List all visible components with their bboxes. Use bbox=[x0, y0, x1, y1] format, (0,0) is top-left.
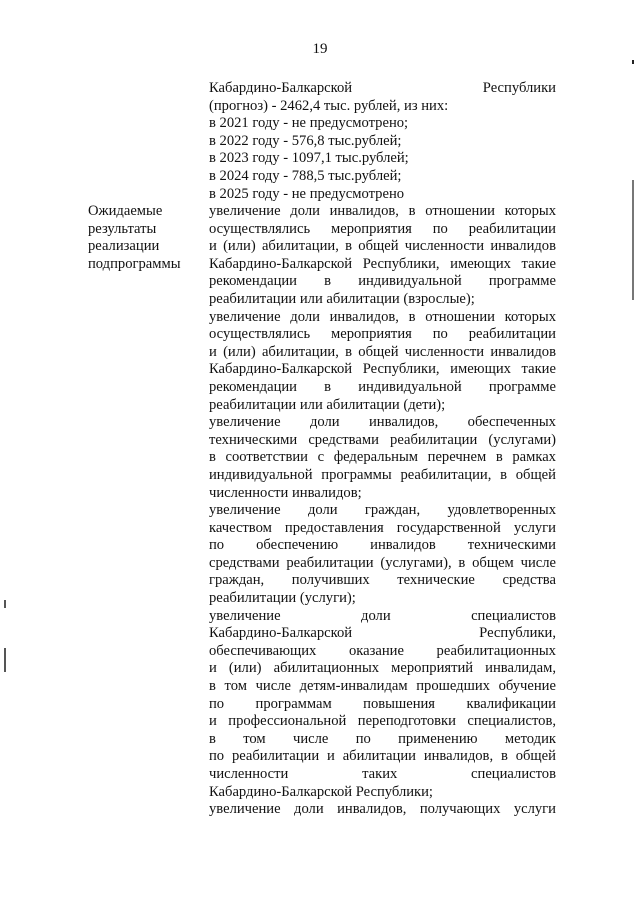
word: в 2024 году - 788,5 тыс.рублей; bbox=[209, 167, 402, 184]
word: техническими bbox=[209, 431, 298, 448]
scan-edge-mark bbox=[632, 60, 634, 64]
word: в bbox=[209, 730, 216, 747]
word: общей bbox=[358, 238, 399, 255]
word: средства bbox=[502, 572, 556, 589]
word: Кабардино-Балкарской bbox=[209, 625, 353, 642]
word: в bbox=[209, 678, 216, 695]
word: увеличение bbox=[209, 203, 281, 219]
word: таких bbox=[362, 766, 398, 782]
word: Республики, bbox=[362, 361, 440, 378]
word: общем bbox=[472, 554, 514, 571]
word: услуги bbox=[513, 801, 556, 818]
results-line bbox=[209, 203, 556, 221]
word: рекомендации bbox=[209, 378, 297, 395]
section-label-line: результаты bbox=[88, 220, 157, 237]
results-line bbox=[209, 696, 556, 714]
word: в bbox=[209, 449, 216, 466]
word: получающих bbox=[419, 801, 501, 818]
word: увеличение bbox=[209, 502, 281, 519]
word: средствами bbox=[209, 554, 280, 571]
word: Кабардино-Балкарской bbox=[209, 361, 353, 378]
word: индивидуальной bbox=[358, 378, 462, 395]
scan-edge-mark bbox=[4, 648, 6, 672]
word: Республики, bbox=[362, 255, 440, 272]
word: программе bbox=[488, 378, 556, 395]
word: специалистов bbox=[471, 766, 556, 782]
word: реабилитации bbox=[231, 748, 320, 765]
section-label-line: подпрограммы bbox=[88, 255, 181, 272]
word: инвалидов bbox=[490, 343, 556, 360]
word: увеличение bbox=[209, 414, 281, 431]
word: реабилитации или абилитации (взрослые); bbox=[209, 290, 475, 307]
word: реабилитации bbox=[468, 326, 556, 343]
funding-line bbox=[209, 150, 556, 168]
section-label bbox=[88, 203, 206, 273]
word: абилитации bbox=[342, 748, 416, 765]
word: в bbox=[345, 343, 353, 360]
word: специалистов, bbox=[467, 713, 556, 730]
word: инвалидов, bbox=[329, 308, 399, 325]
results-line bbox=[209, 273, 556, 291]
word: (или) bbox=[228, 660, 262, 677]
word: общей bbox=[358, 343, 399, 360]
results-line bbox=[209, 643, 556, 661]
results-line bbox=[209, 555, 556, 573]
results-line bbox=[209, 625, 556, 643]
results-line bbox=[209, 432, 556, 450]
word: которых bbox=[504, 308, 556, 325]
word: (услугами), bbox=[380, 554, 452, 571]
word: по bbox=[209, 537, 225, 554]
word: доли bbox=[309, 414, 340, 431]
word: осуществлялись bbox=[209, 326, 311, 343]
word: обеспечивающих bbox=[209, 642, 317, 659]
word: в bbox=[324, 273, 332, 290]
word: квалификации bbox=[466, 695, 556, 712]
word: доли bbox=[290, 308, 320, 325]
word: соответствии bbox=[225, 449, 308, 466]
results-line bbox=[209, 608, 556, 626]
section-label-line: реализации bbox=[88, 238, 160, 255]
word: программам bbox=[255, 695, 332, 712]
word: мероприятия bbox=[331, 326, 412, 343]
word: численности bbox=[404, 238, 485, 255]
results-line bbox=[209, 660, 556, 678]
word: оказание bbox=[348, 642, 404, 659]
word: рамках bbox=[512, 449, 556, 466]
word: предоставления bbox=[284, 519, 384, 536]
word: инвалидов, bbox=[423, 748, 494, 765]
results-line bbox=[209, 502, 556, 520]
word: (или) bbox=[223, 343, 256, 360]
word: реабилитационных bbox=[436, 642, 556, 659]
word: том bbox=[224, 678, 247, 695]
results-line bbox=[209, 379, 556, 397]
word: такие bbox=[521, 361, 556, 378]
word: рекомендации bbox=[209, 273, 297, 290]
word: перечнем bbox=[427, 449, 487, 466]
word: услуги bbox=[513, 519, 556, 536]
word: программе bbox=[488, 273, 556, 290]
results-line bbox=[209, 449, 556, 467]
word: с bbox=[317, 449, 325, 466]
word: в 2023 году - 1097,1 тыс.рублей; bbox=[209, 150, 409, 167]
word: доли bbox=[307, 502, 338, 519]
word: переподготовки bbox=[357, 713, 456, 730]
word: увеличение bbox=[209, 607, 281, 624]
word: абилитации, bbox=[261, 238, 339, 255]
results-line bbox=[209, 238, 556, 256]
results-line bbox=[209, 590, 556, 608]
word: удовлетворенных bbox=[447, 502, 556, 519]
results-line bbox=[209, 414, 556, 432]
word: численности bbox=[209, 766, 289, 782]
word: и bbox=[209, 660, 217, 677]
word: Республики bbox=[482, 80, 556, 96]
scan-edge-mark bbox=[632, 180, 634, 300]
word: численности инвалидов; bbox=[209, 484, 362, 501]
word: специалистов bbox=[471, 607, 556, 624]
word: Кабардино-Балкарской bbox=[209, 255, 353, 272]
word: обеспечению bbox=[256, 537, 339, 554]
word: в bbox=[345, 238, 353, 255]
word: абилитационных bbox=[273, 660, 380, 677]
word: и bbox=[209, 713, 217, 730]
word: индивидуальной bbox=[358, 273, 462, 290]
results-line bbox=[209, 291, 556, 309]
word: инвалидов bbox=[370, 537, 436, 554]
word: повышения bbox=[363, 695, 436, 712]
scan-edge-mark bbox=[4, 600, 6, 608]
word: обеспеченных bbox=[467, 414, 556, 431]
word: детям-инвалидам bbox=[299, 678, 408, 695]
funding-line bbox=[209, 115, 556, 133]
word: программы bbox=[321, 466, 392, 483]
word: (прогноз) - 2462,4 тыс. рублей, из них: bbox=[209, 97, 449, 114]
word: числе bbox=[255, 678, 291, 695]
word: отношении bbox=[425, 203, 495, 219]
word: в bbox=[408, 203, 416, 219]
word: Республики, bbox=[479, 625, 556, 642]
results-line bbox=[209, 485, 556, 503]
word: которых bbox=[504, 203, 556, 219]
word: применению bbox=[398, 730, 478, 747]
word: реабилитации, bbox=[400, 466, 492, 483]
word: реабилитации bbox=[390, 431, 478, 448]
word: методик bbox=[504, 730, 556, 747]
results-line bbox=[209, 520, 556, 538]
word: имеющих bbox=[450, 255, 511, 272]
word: инвалидам, bbox=[485, 660, 556, 677]
results-line bbox=[209, 784, 556, 802]
word: в bbox=[500, 748, 508, 765]
word: индивидуальной bbox=[209, 466, 313, 483]
results-line bbox=[209, 397, 556, 415]
word: по bbox=[432, 326, 448, 343]
word: инвалидов, bbox=[369, 414, 439, 431]
word: Кабардино-Балкарской Республики; bbox=[209, 783, 433, 800]
word: такие bbox=[521, 255, 556, 272]
word: мероприятия bbox=[331, 220, 412, 237]
results-line bbox=[209, 801, 556, 819]
word: в bbox=[408, 308, 416, 325]
results-line bbox=[209, 467, 556, 485]
results-line bbox=[209, 713, 556, 731]
funding-text-block bbox=[209, 80, 556, 203]
word: технические bbox=[397, 572, 475, 589]
word: числе bbox=[520, 554, 556, 571]
word: и bbox=[327, 748, 335, 765]
word: в bbox=[324, 378, 332, 395]
word: государственной bbox=[396, 519, 501, 536]
word: в bbox=[500, 466, 507, 483]
word: в bbox=[458, 554, 466, 571]
word: (услугами) bbox=[488, 431, 556, 448]
results-line bbox=[209, 221, 556, 239]
page-number: 19 bbox=[312, 41, 328, 57]
word: инвалидов bbox=[490, 238, 556, 255]
funding-line bbox=[209, 98, 556, 116]
word: реабилитации bbox=[468, 220, 556, 237]
results-line bbox=[209, 309, 556, 327]
results-line bbox=[209, 256, 556, 274]
word: в 2021 году - не предусмотрено; bbox=[209, 115, 409, 132]
word: имеющих bbox=[450, 361, 511, 378]
word: инвалидов, bbox=[337, 801, 407, 818]
expected-results-text bbox=[209, 203, 556, 819]
word: в 2025 году - не предусмотрено bbox=[209, 185, 405, 202]
word: и bbox=[209, 238, 217, 255]
results-line bbox=[209, 748, 556, 766]
results-line bbox=[209, 537, 556, 555]
word: прошедших bbox=[416, 678, 490, 695]
word: реабилитации (услуги); bbox=[209, 590, 356, 607]
word: техническими bbox=[467, 537, 556, 554]
word: по bbox=[209, 748, 225, 765]
word: реабилитации или абилитации (дети); bbox=[209, 396, 446, 413]
results-line bbox=[209, 766, 556, 784]
word: увеличение bbox=[209, 801, 281, 818]
word: общей bbox=[515, 748, 556, 765]
word: получивших bbox=[291, 572, 370, 589]
word: том bbox=[243, 730, 266, 747]
funding-line bbox=[209, 186, 556, 204]
word: граждан, bbox=[364, 502, 421, 519]
word: увеличение bbox=[209, 308, 281, 325]
word: инвалидов, bbox=[329, 203, 399, 219]
word: по bbox=[432, 220, 448, 237]
word: в bbox=[495, 449, 503, 466]
word: реабилитации bbox=[286, 554, 374, 571]
results-line bbox=[209, 731, 556, 749]
word: мероприятий bbox=[391, 660, 474, 677]
word: по bbox=[355, 730, 371, 747]
results-line bbox=[209, 344, 556, 362]
funding-line bbox=[209, 80, 556, 98]
word: осуществлялись bbox=[209, 220, 311, 237]
word: Кабардино-Балкарской bbox=[209, 80, 353, 96]
word: и bbox=[209, 343, 217, 360]
funding-line bbox=[209, 168, 556, 186]
word: доли bbox=[361, 607, 391, 624]
word: (или) bbox=[223, 238, 256, 255]
word: доли bbox=[294, 801, 324, 818]
word: по bbox=[209, 695, 225, 712]
word: граждан, bbox=[209, 572, 265, 589]
word: доли bbox=[290, 203, 320, 219]
word: обучение bbox=[498, 678, 556, 695]
word: средствами bbox=[308, 431, 379, 448]
word: числе bbox=[292, 730, 329, 747]
word: абилитации, bbox=[261, 343, 339, 360]
word: в 2022 году - 576,8 тыс.рублей; bbox=[209, 132, 402, 149]
results-line bbox=[209, 361, 556, 379]
word: федеральным bbox=[333, 449, 419, 466]
word: отношении bbox=[425, 308, 495, 325]
results-line bbox=[209, 326, 556, 344]
word: профессиональной bbox=[228, 713, 347, 730]
funding-line bbox=[209, 133, 556, 151]
results-line bbox=[209, 678, 556, 696]
results-line bbox=[209, 572, 556, 590]
word: общей bbox=[515, 466, 556, 483]
word: численности bbox=[404, 343, 485, 360]
word: качеством bbox=[209, 519, 272, 536]
section-label-line: Ожидаемые bbox=[88, 203, 163, 219]
